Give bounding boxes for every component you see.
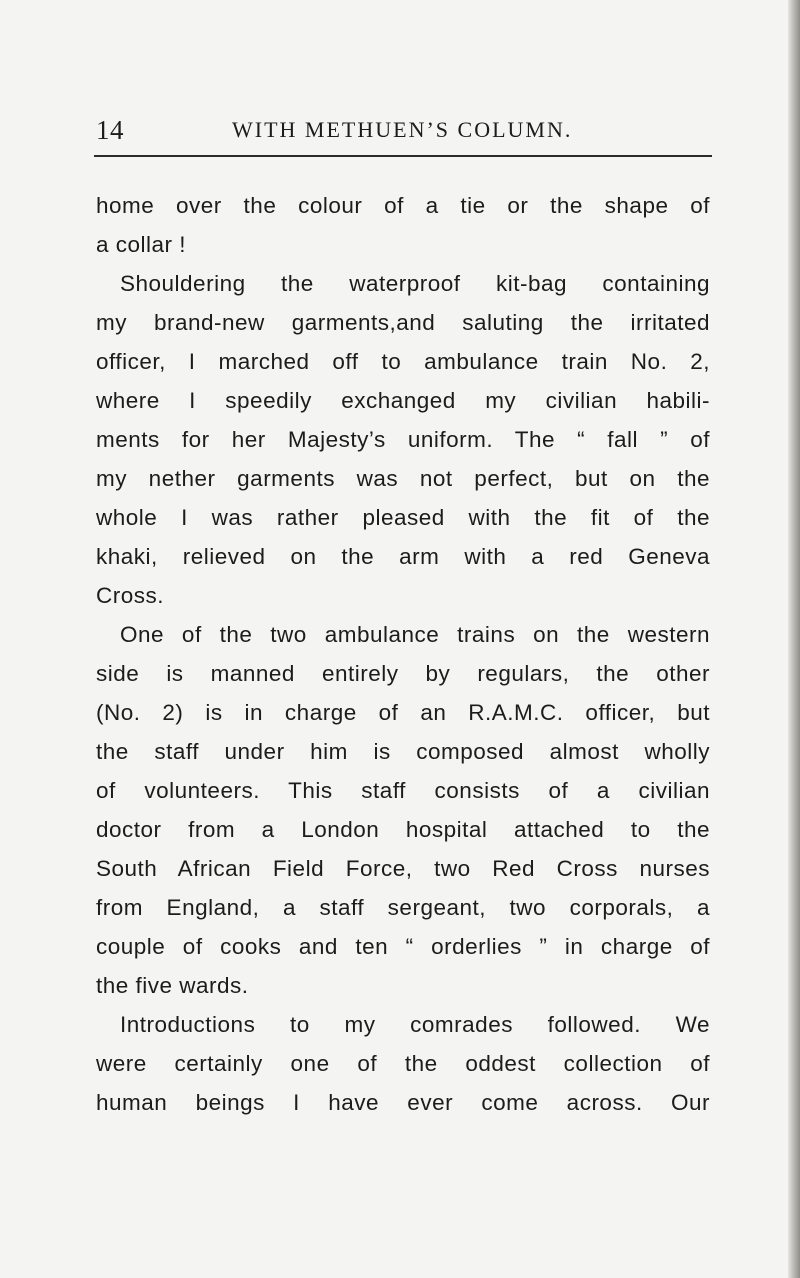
text-line: khaki, relieved on the arm with a red Geneva (96, 544, 710, 569)
page-number: 14 (96, 115, 124, 145)
text-line: human beings I have ever come across. Our (96, 1090, 710, 1115)
text-line: South African Field Force, two Red Cross nurses (96, 856, 710, 881)
running-head (96, 112, 710, 148)
text-line: couple of cooks and ten “ orderlies ” in charge of (96, 934, 710, 959)
text-line: my brand-new garments,and saluting the irritated (96, 310, 710, 335)
text-line: Introductions to my comrades followed. We (120, 1012, 710, 1037)
text-line: my nether garments was not perfect, but on the (96, 466, 710, 491)
text-line: the staff under him is composed almost wholly (96, 739, 710, 764)
body-text (96, 186, 710, 1122)
text-line: whole I was rather pleased with the fit of the (96, 505, 710, 530)
text-line: home over the colour of a tie or the shape of (96, 193, 710, 218)
text-line: officer, I marched off to ambulance train No. 2, (96, 349, 710, 374)
running-title: WITH METHUEN’S COLUMN. (232, 117, 573, 142)
text-line: of volunteers. This staff consists of a civilian (96, 778, 710, 803)
header-rule (94, 155, 712, 157)
text-line: ments for her Majesty’s uniform. The “ fall ” of (96, 427, 710, 452)
text-line: (No. 2) is in charge of an R.A.M.C. officer, but (96, 700, 710, 725)
text-line: One of the two ambulance trains on the western (120, 622, 710, 647)
text-line: where I speedily exchanged my civilian habili- (96, 388, 710, 413)
text-line: a collar ! (96, 232, 187, 257)
text-line: side is manned entirely by regulars, the other (96, 661, 710, 686)
text-line: were certainly one of the oddest collection of (96, 1051, 710, 1076)
page-edge-shadow (788, 0, 800, 1278)
text-line: from England, a staff sergeant, two corporals, a (96, 895, 710, 920)
text-line: Shouldering the waterproof kit-bag containing (120, 271, 710, 296)
text-line: Cross. (96, 583, 165, 608)
text-line: doctor from a London hospital attached to the (96, 817, 710, 842)
text-line: the five wards. (96, 973, 249, 998)
